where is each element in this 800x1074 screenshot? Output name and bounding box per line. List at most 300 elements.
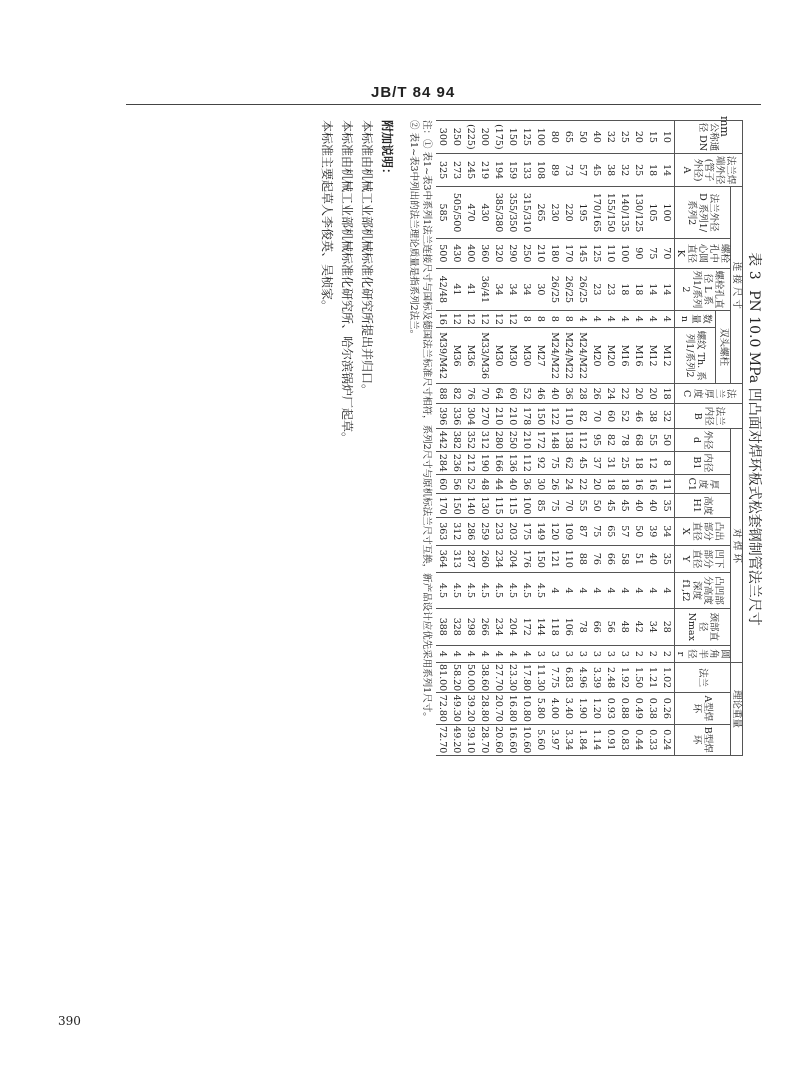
table-cell: 470 — [464, 187, 478, 238]
table-cell: 219 — [478, 153, 492, 187]
table-cell: 133 — [520, 153, 534, 187]
table-cell: 17.80 — [521, 664, 533, 692]
table-cell: 3 — [590, 645, 604, 662]
table-cell: 304 — [464, 404, 478, 429]
table-cell: 36 — [562, 384, 576, 404]
table-cell: 25 — [618, 451, 632, 474]
table-cell: 110 — [562, 545, 576, 573]
table-cell: 250 — [520, 238, 534, 268]
table-cell: 36 — [520, 475, 534, 494]
table-cell: 38.60 — [479, 664, 491, 692]
table-cell: 270 — [478, 404, 492, 429]
table-cell: 0.93 — [604, 693, 618, 724]
table-cell: 4 — [548, 573, 562, 609]
table-cell: 100 — [618, 238, 632, 268]
table-cell: 4.5 — [534, 573, 548, 609]
col-nmax: 颈部直径 Nmax — [675, 608, 731, 645]
table-row — [618, 121, 632, 756]
table-row — [478, 121, 492, 756]
table-cell: 5.80 — [534, 693, 548, 724]
table-cell: 355/350 — [506, 187, 520, 238]
table-cell: 28 — [576, 384, 590, 404]
table-cell: 10 — [660, 121, 675, 154]
table-cell: M12 — [660, 328, 675, 384]
table-cell: 110 — [562, 404, 576, 429]
table-cell: 234 — [492, 545, 506, 573]
table-cell: 64 — [492, 384, 506, 404]
table-cell: 12 — [646, 451, 660, 474]
table-cell: 42/48 — [436, 268, 450, 310]
table-cell: 442 — [436, 429, 450, 451]
table-cell: 4 — [506, 645, 520, 662]
table-cell: 500 — [436, 238, 450, 268]
flange-dimension-table — [436, 120, 743, 756]
table-cell: 16.60 — [506, 724, 520, 755]
table-cell: 20 — [646, 384, 660, 404]
table-cell: 37 — [590, 451, 604, 474]
table-cell: 125 — [590, 238, 604, 268]
table-cell: 4.5 — [478, 573, 492, 609]
table-cell: 16 — [646, 475, 660, 494]
table-cell: 55 — [576, 494, 590, 518]
table-cell: 52 — [520, 384, 534, 404]
table-cell: 363 — [436, 517, 450, 545]
table-cell: 212 — [464, 451, 478, 474]
table-cell: 176 — [520, 545, 534, 573]
table-cell: 175 — [520, 517, 534, 545]
table-row — [660, 121, 675, 756]
table-cell: 4 — [660, 310, 675, 327]
col-b1: 内径 B1 — [675, 451, 731, 474]
table-cell: 45 — [618, 494, 632, 518]
table-cell: 210 — [506, 404, 520, 429]
table-cell: 325 — [436, 153, 450, 187]
table-cell: 20.70 — [492, 693, 506, 724]
table-caption — [743, 120, 765, 758]
table-cell: 8 — [548, 310, 562, 327]
col-d: 法兰外径 D 系列1/系列2 — [675, 187, 731, 238]
group-connect: 连 接 尺 寸 — [731, 187, 743, 384]
table-cell: 352 — [464, 429, 478, 451]
table-cell: 2 — [660, 645, 675, 662]
table-cell: 78 — [618, 429, 632, 451]
table-cell: 0.49 — [632, 693, 646, 724]
col-weight-a: A型焊环 — [675, 693, 731, 724]
table-cell: 8 — [520, 310, 534, 327]
table-cell: 385/380 — [492, 187, 506, 238]
table-cell: 150 — [450, 494, 464, 518]
table-cell: 34 — [492, 268, 506, 310]
group-weight: 理论重量 — [731, 663, 743, 756]
table-cell: 45 — [604, 494, 618, 518]
table-cell: 585 — [436, 187, 450, 238]
rotated-table-block — [145, 120, 765, 758]
table-cell: 44 — [492, 475, 506, 494]
table-cell: 34 — [520, 268, 534, 310]
table-cell: 260 — [478, 545, 492, 573]
table-cell: 250 — [450, 121, 464, 154]
table-cell: 39.10 — [464, 724, 478, 755]
table-cell: 105 — [646, 187, 660, 238]
table-cell: 115 — [492, 494, 506, 518]
table-cell: 109 — [562, 517, 576, 545]
table-cell: 80 — [548, 121, 562, 154]
additional-info-heading: 附加说明： — [380, 120, 394, 181]
table-cell: 396 — [436, 404, 450, 429]
col-b: 法兰内径 B — [675, 404, 743, 429]
table-cell: 20.60 — [492, 724, 506, 755]
unit-mm: mm — [718, 116, 731, 137]
table-cell: 1.20 — [590, 693, 604, 724]
table-cell: 4 — [562, 573, 576, 609]
table-cell: 430 — [450, 238, 464, 268]
table-cell: 56 — [450, 475, 464, 494]
table-cell: 60 — [604, 404, 618, 429]
table-cell: 233 — [492, 517, 506, 545]
table-cell: 203 — [506, 517, 520, 545]
table-cell: 4 — [590, 573, 604, 609]
table-cell: 100 — [520, 494, 534, 518]
table-cell: 210 — [534, 238, 548, 268]
table-cell: 4.5 — [506, 573, 520, 609]
table-cell: 4.5 — [450, 573, 464, 609]
table-cell: 38 — [646, 404, 660, 429]
table-cell: 26 — [548, 475, 562, 494]
col-h1: 高度 H1 — [675, 494, 731, 518]
group-ring: 对 焊 环 — [731, 429, 743, 663]
table-cell: 1.92 — [618, 663, 632, 693]
table-cell: 46 — [534, 384, 548, 404]
table-cell: 2 — [646, 645, 660, 662]
table-cell: 144 — [534, 608, 548, 645]
table-cell: 26/25 — [562, 268, 576, 310]
col-c: 法兰厚度 C — [675, 384, 743, 404]
table-row — [646, 121, 660, 756]
table-cell: 388 — [436, 608, 450, 645]
col-l: 螺栓孔直径 L 系列1/系列2 — [675, 268, 731, 310]
table-cell: 100 — [660, 187, 675, 238]
table-cell: 51 — [632, 545, 646, 573]
table-cell: 234 — [492, 608, 506, 645]
table-cell: 38 — [604, 153, 618, 187]
table-cell: 40 — [646, 545, 660, 573]
table-cell: 88 — [436, 384, 450, 404]
table-cell: 0.88 — [618, 693, 632, 724]
table-cell: M12 — [646, 328, 660, 384]
table-cell: 1.02 — [660, 663, 675, 693]
table-cell: 149 — [534, 517, 548, 545]
table-cell: 92 — [534, 451, 548, 474]
table-cell: 18 — [604, 475, 618, 494]
table-cell: 1.50 — [632, 663, 646, 693]
table-cell: 48 — [618, 608, 632, 645]
table-cell: 30 — [534, 268, 548, 310]
table-cell: 0.44 — [632, 724, 646, 755]
table-cell: 3.40 — [562, 693, 576, 724]
table-cell: 236 — [450, 451, 464, 474]
col-th: 螺纹 Th. 系列1/系列2 — [675, 328, 716, 384]
table-row — [548, 121, 562, 756]
table-cell: 4 — [576, 310, 590, 327]
table-cell: M30 — [520, 328, 534, 384]
col-r: 圆角半径 r — [675, 645, 731, 662]
table-cell: 382 — [450, 429, 464, 451]
table-cell: 41 — [450, 268, 464, 310]
table-cell: 1.84 — [576, 724, 590, 755]
table-cell: 82 — [576, 404, 590, 429]
table-cell: 4 — [450, 645, 464, 662]
table-cell: 34 — [646, 608, 660, 645]
table-cell: 22 — [618, 384, 632, 404]
table-cell: 18 — [646, 153, 660, 187]
table-cell: 40 — [646, 494, 660, 518]
table-cell: 4.5 — [492, 573, 506, 609]
table-cell: 57 — [618, 517, 632, 545]
table-cell: 286 — [464, 517, 478, 545]
table-cell: 290 — [506, 238, 520, 268]
table-cell: 40 — [548, 384, 562, 404]
table-cell: 90 — [632, 238, 646, 268]
table-cell: 12 — [492, 310, 506, 327]
table-cell: 82 — [450, 384, 464, 404]
table-cell: 155/150 — [604, 187, 618, 238]
table-cell: 18 — [618, 475, 632, 494]
table-cell: 11.30 — [535, 664, 547, 692]
table-cell: 48 — [478, 475, 492, 494]
table-cell: 145 — [576, 238, 590, 268]
table-cell: 118 — [548, 608, 562, 645]
table-cell: 20 — [632, 121, 646, 154]
table-cell: 1.21 — [646, 663, 660, 693]
table-cell: 26/25 — [576, 268, 590, 310]
table-cell: 204 — [506, 545, 520, 573]
table-cell: 57 — [576, 153, 590, 187]
table-cell: 112 — [520, 451, 534, 474]
table-cell: 4.00 — [548, 693, 562, 724]
table-cell: 50 — [590, 494, 604, 518]
table-cell: 300 — [436, 121, 450, 154]
table-cell: 50 — [576, 121, 590, 154]
header-rule — [126, 104, 761, 105]
table-cell: 204 — [506, 608, 520, 645]
table-notes — [407, 120, 433, 758]
table-cell: 35 — [660, 545, 675, 573]
table-cell: 32 — [604, 121, 618, 154]
table-row — [464, 121, 478, 756]
table-cell: 172 — [534, 429, 548, 451]
table-cell: 190 — [478, 451, 492, 474]
table-cell: 26/25 — [548, 268, 562, 310]
table-cell: 298 — [464, 608, 478, 645]
caption-title: PN 10.0 MPa 凹凸面对焊环板式松套钢制管法兰尺寸 — [746, 290, 762, 626]
table-cell: 31 — [604, 451, 618, 474]
table-cell: 0.38 — [646, 693, 660, 724]
table-cell: 30 — [534, 475, 548, 494]
table-row — [534, 121, 548, 756]
table-cell: 14 — [646, 268, 660, 310]
table-cell: 4.5 — [436, 573, 450, 609]
col-ring-d: 外径 d — [675, 429, 731, 451]
col-y: 凹下部分直径 Y — [675, 545, 731, 573]
table-cell: 34 — [660, 517, 675, 545]
table-cell: 136 — [506, 451, 520, 474]
table-cell: 220 — [562, 187, 576, 238]
table-cell: 68 — [632, 429, 646, 451]
table-cell: 16 — [436, 310, 450, 327]
table-cell: 50.00 — [465, 664, 477, 692]
table-cell: 1.90 — [576, 693, 590, 724]
table-cell: M24/M22 — [562, 328, 576, 384]
table-cell: 3 — [534, 645, 548, 662]
group-bolt: 双头螺柱 — [716, 310, 731, 383]
col-x: 凸出部分直径 X — [675, 517, 731, 545]
table-cell: 120 — [548, 517, 562, 545]
table-cell: 115 — [506, 494, 520, 518]
caption-number: 表 3 — [746, 252, 762, 280]
table-cell: 23 — [604, 268, 618, 310]
table-cell: 159 — [506, 153, 520, 187]
table-cell: M16 — [632, 328, 646, 384]
table-cell: 24 — [562, 475, 576, 494]
col-k: 螺栓孔中心圆直径 K — [675, 238, 731, 268]
table-cell: 250 — [506, 429, 520, 451]
table-cell: 2.48 — [604, 663, 618, 693]
table-cell: 87 — [576, 517, 590, 545]
col-weight-b: B型焊环 — [675, 724, 731, 755]
table-cell: M20 — [604, 328, 618, 384]
table-cell: 4 — [604, 310, 618, 327]
table-cell: 172 — [520, 608, 534, 645]
table-cell: 106 — [562, 608, 576, 645]
table-cell: 25 — [618, 121, 632, 154]
table-cell: 0.33 — [646, 724, 660, 755]
table-cell: 40 — [590, 121, 604, 154]
table-cell: 8 — [660, 451, 675, 474]
table-row — [450, 121, 464, 756]
table-cell: 130/125 — [632, 187, 646, 238]
table-cell: 110 — [604, 238, 618, 268]
table-cell: 11 — [660, 475, 675, 494]
table-cell: 40 — [506, 475, 520, 494]
table-cell: 400 — [464, 238, 478, 268]
table-row — [632, 121, 646, 756]
table-cell: 12 — [464, 310, 478, 327]
table-cell: 130 — [478, 494, 492, 518]
table-cell: 20 — [590, 475, 604, 494]
note-1: 注：① 表1~表3中系列1法兰连接尺寸与国标及德国法兰标准尺寸相符，系列2尺寸与原机标法兰尺寸互换，新产品设计应优先采用系列1尺寸。 — [421, 120, 432, 722]
table-cell: 32 — [660, 404, 675, 429]
table-cell: 3 — [562, 645, 576, 662]
table-cell: 125 — [520, 121, 534, 154]
table-cell: 150 — [534, 545, 548, 573]
table-cell: 72.70 — [436, 724, 450, 755]
table-cell: 2 — [632, 645, 646, 662]
table-cell: 3 — [576, 645, 590, 662]
table-cell: 34 — [506, 268, 520, 310]
table-cell: 170 — [436, 494, 450, 518]
table-cell: 505/500 — [450, 187, 464, 238]
table-cell: (225) — [464, 121, 478, 154]
additional-info-line-3: 本标准主要起草人李俊英、吴桢家。 — [320, 120, 334, 313]
table-cell: 50 — [632, 517, 646, 545]
table-cell: 12 — [478, 310, 492, 327]
table-cell: 24 — [604, 384, 618, 404]
table-cell: 3.97 — [548, 724, 562, 755]
table-cell: 39.20 — [464, 693, 478, 724]
table-body — [436, 121, 675, 756]
table-cell: 8 — [562, 310, 576, 327]
table-cell: 4 — [618, 310, 632, 327]
table-cell: 58 — [618, 545, 632, 573]
table-cell: 178 — [520, 404, 534, 429]
table-cell: 70 — [478, 384, 492, 404]
additional-info-line-1: 本标准由机械工业部机械标准化研究所提出并归口。 — [360, 120, 374, 397]
table-cell: 35 — [660, 494, 675, 518]
table-row — [506, 121, 520, 756]
table-cell: 12 — [506, 310, 520, 327]
additional-info-line-2: 本标准由机械工业部机械标准化研究所、哈尔滨锅炉厂起草。 — [340, 120, 354, 445]
table-cell: 4 — [464, 645, 478, 662]
table-cell: 39 — [646, 517, 660, 545]
col-weight-flange: 法兰 — [675, 663, 731, 693]
table-cell: 140/135 — [618, 187, 632, 238]
table-cell: 28 — [660, 608, 675, 645]
table-cell: 15 — [646, 121, 660, 154]
table-cell: 312 — [450, 517, 464, 545]
table-cell: 245 — [464, 153, 478, 187]
table-cell: M16 — [618, 328, 632, 384]
table-cell: 4 — [618, 573, 632, 609]
table-cell: 28.70 — [478, 724, 492, 755]
table-cell: 16 — [632, 475, 646, 494]
table-cell: M20 — [590, 328, 604, 384]
table-cell: 52 — [618, 404, 632, 429]
table-cell: 36/41 — [478, 268, 492, 310]
table-cell: 0.24 — [660, 724, 675, 755]
table-cell: M39/M42 — [436, 328, 450, 384]
table-cell: 41 — [464, 268, 478, 310]
col-c1: 厚度 C1 — [675, 475, 731, 494]
table-cell: 56 — [604, 608, 618, 645]
table-cell: 4.5 — [520, 573, 534, 609]
table-cell: 230 — [548, 187, 562, 238]
table-cell: 0.26 — [660, 693, 675, 724]
table-cell: 312 — [478, 429, 492, 451]
table-cell: 76 — [464, 384, 478, 404]
table-row — [590, 121, 604, 756]
table-cell: 0.83 — [618, 724, 632, 755]
table-cell: 65 — [562, 121, 576, 154]
table-cell: 75 — [646, 238, 660, 268]
col-n: 数量 n — [675, 310, 716, 327]
table-cell: 112 — [576, 429, 590, 451]
table-cell: 70 — [562, 494, 576, 518]
table-cell: 265 — [534, 187, 548, 238]
table-cell: 78 — [576, 608, 590, 645]
table-cell: 32 — [618, 153, 632, 187]
table-cell: 266 — [478, 608, 492, 645]
table-cell: 27.70 — [493, 664, 505, 692]
additional-info — [317, 120, 397, 758]
table-cell: 138 — [562, 429, 576, 451]
table-cell: 18 — [660, 384, 675, 404]
table-cell: 12 — [450, 310, 464, 327]
table-cell: 4 — [436, 645, 450, 662]
table-cell: 4 — [646, 573, 660, 609]
table-cell: 23.30 — [507, 664, 519, 692]
table-cell: 65 — [604, 517, 618, 545]
table-cell: 89 — [548, 153, 562, 187]
